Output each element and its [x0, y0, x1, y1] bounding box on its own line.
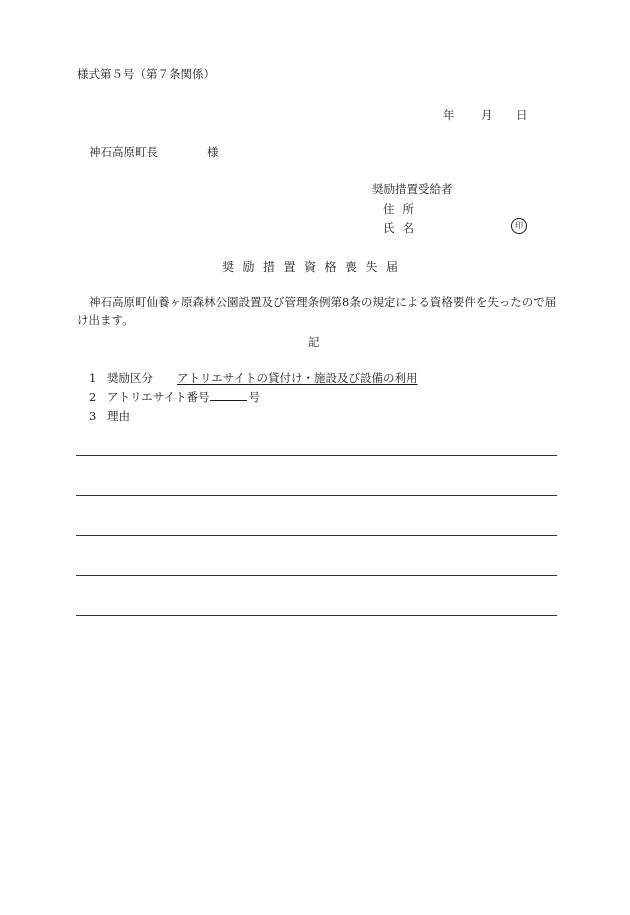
seal-mark: 印 — [511, 218, 527, 234]
addressee-honorific: 様 — [207, 145, 219, 159]
addressee-name: 神石高原町長 — [89, 145, 158, 159]
reason-line[interactable] — [76, 575, 557, 576]
item-number: 3 — [89, 409, 97, 423]
date-day-label: 日 — [516, 108, 528, 122]
incentive-category-value: アトリエサイトの貸付け・施設及び設備の利用 — [177, 371, 418, 385]
body-text: 神石高原町仙養ヶ原森林公園設置及び管理条例第8条の規定による資格要件を失ったので届け出ます。 — [77, 295, 557, 327]
item-label: 理由 — [107, 409, 130, 423]
date-year-label: 年 — [443, 108, 455, 122]
site-number-blank[interactable] — [210, 389, 247, 401]
reason-line[interactable] — [76, 495, 557, 496]
item-label: アトリエサイト番号 — [107, 390, 210, 404]
applicant-title: 奨励措置受給者 — [372, 182, 453, 196]
form-number: 様式第５号（第７条関係） — [77, 67, 215, 81]
reason-line[interactable] — [76, 615, 557, 616]
ki-heading: 記 — [308, 335, 320, 349]
item-label: 奨励区分 — [107, 371, 153, 385]
site-number-suffix: 号 — [248, 390, 260, 404]
item-reason — [89, 408, 130, 424]
reason-line[interactable] — [76, 455, 557, 456]
item-atelier-site-number — [89, 389, 260, 405]
item-number: 1 — [89, 371, 97, 385]
reason-line[interactable] — [76, 535, 557, 536]
address-label: 住所 — [383, 202, 422, 216]
item-number: 2 — [89, 390, 97, 404]
item-incentive-category — [89, 370, 153, 386]
document-title: 奨励措置資格喪失届 — [222, 260, 407, 274]
name-label: 氏名 — [383, 221, 422, 235]
date-month-label: 月 — [481, 108, 493, 122]
